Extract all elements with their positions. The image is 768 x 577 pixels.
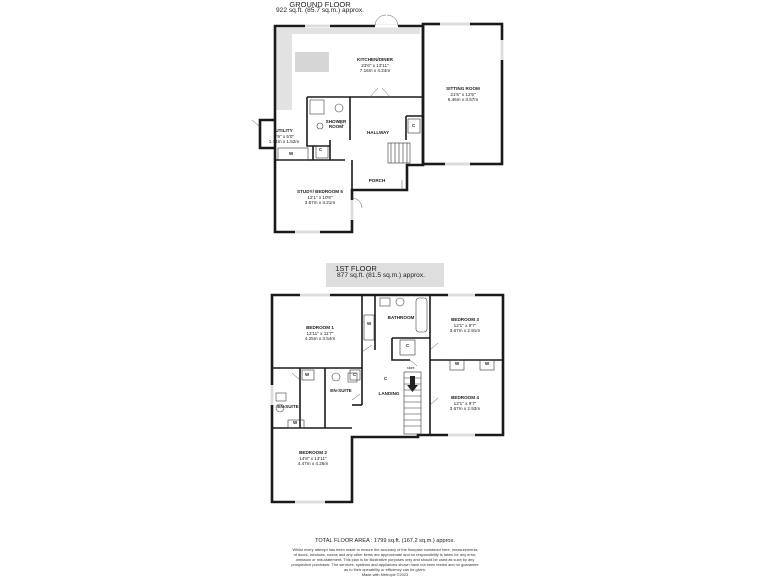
first-floor-title: 1ST FLOOR	[335, 264, 377, 273]
room-metric: 1.74m x 1.52m	[268, 139, 300, 145]
room-metric: 3.67m x 2.91m	[449, 328, 481, 334]
room-sitting	[425, 86, 501, 103]
room-imperial: 23'6" x 13'11"	[361, 62, 389, 68]
room-name: BATHROOM	[387, 315, 415, 320]
room-name: KITCHEN/DINER	[357, 57, 393, 62]
room-name: UTILITY	[275, 128, 293, 133]
ground-floor-title: GROUND FLOOR	[289, 0, 351, 9]
room-name: HALLWAY	[366, 130, 390, 135]
total-floor-area: TOTAL FLOOR AREA : 1799 sq.ft. (167.2 sq.m.) approx.	[315, 538, 455, 544]
room-ensuite-2	[326, 388, 356, 394]
room-bedroom-4	[440, 395, 490, 412]
cupboard-mark: C	[412, 123, 416, 128]
cupboard-mark: C	[406, 343, 410, 348]
room-metric: 6.46m x 3.57m	[447, 97, 479, 103]
disclaimer-line: Whilst every attempt has been made to ensure the accuracy of the floorplan contained here, measurements	[292, 547, 478, 553]
room-metric: 7.16m x 4.24m	[359, 68, 391, 74]
room-ensuite-1	[274, 404, 302, 410]
first-floor-area: 877 sq.ft. (81.5 sq.m.) approx.	[337, 272, 425, 279]
room-kitchen	[335, 57, 415, 74]
room-imperial: 12'1" x 9'7"	[453, 322, 477, 328]
room-name: SITTING ROOM	[446, 86, 480, 91]
footer	[270, 538, 500, 577]
wardrobe-mark: W	[293, 420, 298, 425]
room-metric: 3.67m x 2.93m	[449, 406, 481, 412]
room-metric: 4.47m x 4.26m	[297, 461, 329, 467]
room-name: LANDING	[378, 391, 400, 396]
room-name: EN-SUITE	[277, 404, 299, 409]
room-metric: 3.67m x 3.21m	[304, 200, 336, 206]
room-name: BEDROOM 3	[451, 317, 479, 322]
room-imperial: 12'1" x 10'6"	[307, 194, 333, 200]
room-bedroom-2	[285, 450, 341, 467]
disclaimer-line: of doors, windows, rooms and any other items are approximate and no responsibility is taken for any error,	[293, 552, 477, 558]
room-bedroom-1	[290, 325, 350, 342]
room-shower	[318, 119, 354, 130]
room-hallway	[356, 130, 400, 136]
room-metric: 4.25m x 3.54m	[304, 336, 336, 342]
storage-label: store	[407, 366, 415, 370]
wardrobe-mark: W	[485, 361, 490, 366]
room-porch	[362, 178, 392, 184]
disclaimer-line: omission or mis-statement. This plan is for illustrative purposes only and should be used as such by any	[295, 557, 475, 563]
room-imperial: 13'11" x 11'7"	[306, 330, 334, 336]
room-bedroom-3	[440, 317, 490, 334]
room-bathroom	[378, 315, 424, 321]
room-name: BEDROOM 4	[451, 395, 479, 400]
wardrobe-mark: W	[289, 151, 294, 156]
room-name: BEDROOM 1	[306, 325, 334, 330]
room-imperial: 21'5" x 12'5"	[450, 91, 476, 97]
kitchen-island	[295, 52, 329, 72]
ground-floor-plan	[252, 15, 502, 232]
room-name: SHOWER ROOM	[325, 119, 347, 130]
cupboard-mark: C	[384, 376, 388, 381]
wardrobe-mark: W	[305, 372, 310, 377]
disclaimer-line: prospective purchaser. The services, systems and appliances shown have not been tested and no guarantee	[291, 562, 479, 568]
room-name: BEDROOM 2	[299, 450, 327, 455]
cupboard-mark: C	[353, 372, 357, 377]
wardrobe-mark: W	[455, 361, 460, 366]
room-imperial: 12'1" x 9'7"	[453, 400, 477, 406]
room-study	[295, 189, 345, 206]
room-name: EN-SUITE	[330, 388, 352, 393]
room-name: PORCH	[368, 178, 386, 183]
room-utility	[262, 128, 306, 145]
ground-floor-area: 922 sq.ft. (85.7 sq.m.) approx.	[276, 7, 364, 14]
metropix-credit: Made with Metropix ©2023	[361, 572, 409, 577]
room-name: STUDY/ BEDROOM 5	[297, 189, 343, 194]
room-landing	[374, 391, 404, 397]
cupboard-mark: C	[319, 147, 323, 152]
room-imperial: 14'8" x 13'11"	[299, 455, 327, 461]
room-imperial: 5'9" x 5'0"	[273, 133, 295, 139]
wardrobe-mark: W	[367, 321, 372, 326]
disclaimer-line: as to their operability or efficiency can be given.	[344, 567, 426, 573]
